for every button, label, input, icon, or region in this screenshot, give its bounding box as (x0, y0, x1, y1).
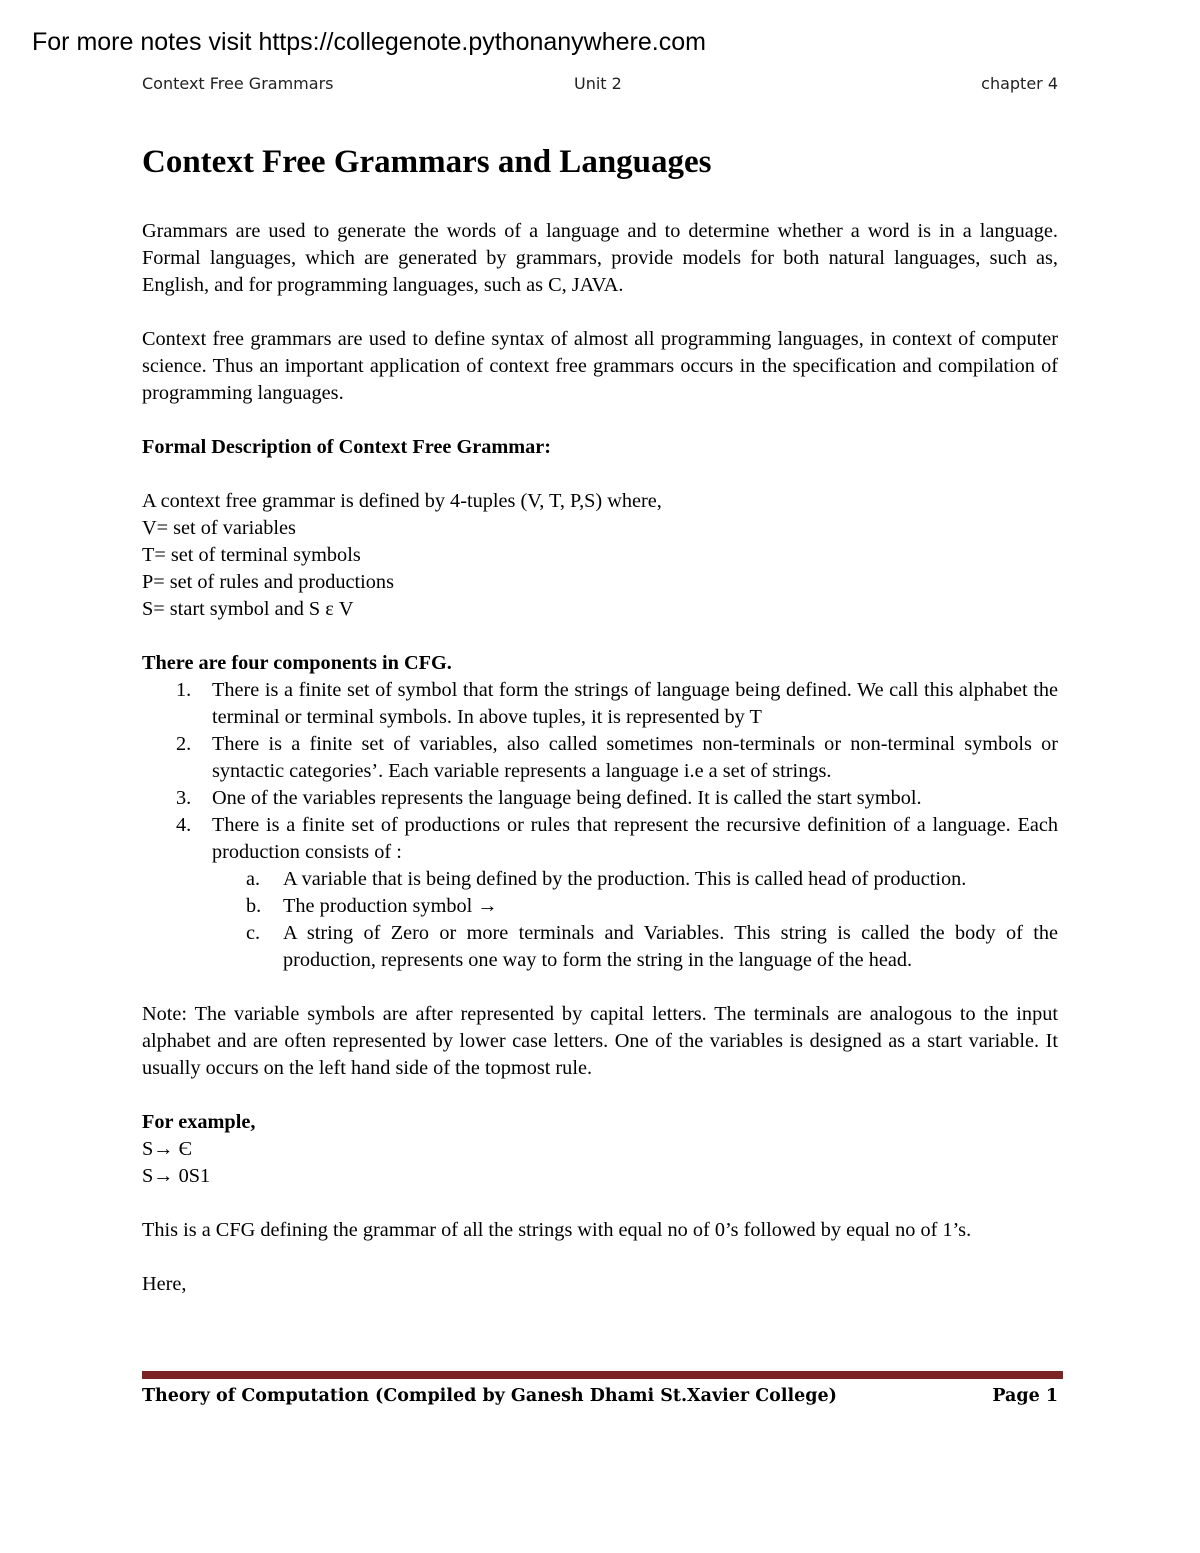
header-left: Context Free Grammars (142, 74, 334, 93)
production-parts-list (212, 866, 1058, 974)
intro-paragraph: Grammars are used to generate the words of a language and to determine whether a word is in a language. Formal languages, which are generated by grammars, provide models for both natural languages, such as, English, and for programming languages, such as C, JAVA. (142, 220, 1058, 296)
watermark-text: For more notes visit https://collegenote.pythonanywhere.com (32, 28, 706, 56)
formal-description-heading: Formal Description of Context Free Grammar: (142, 436, 552, 458)
sub-list-marker: b. (246, 895, 262, 917)
page-number: Page 1 (992, 1386, 1058, 1406)
list-item-text: There is a finite set of productions or rules that represent the recursive definition of a language. Each production consists of : (212, 814, 1058, 863)
header-center: Unit 2 (574, 74, 622, 93)
production-rule: S→ 0S1 (142, 1165, 211, 1187)
running-header (142, 74, 1058, 98)
components-heading: There are four components in CFG. (142, 652, 452, 674)
list-item (142, 812, 1058, 974)
production-rule: S→ Є (142, 1138, 193, 1160)
list-item-text: There is a finite set of variables, also called sometimes non-terminals or non-terminal symbols or syntactic categories’. Each variable represents a language i.e a set of strings. (212, 733, 1058, 782)
tuple-definition (142, 488, 1058, 623)
footer-credit: Theory of Computation (Compiled by Ganesh Dhami St.Xavier College) (142, 1386, 837, 1406)
sub-list-item-text: A string of Zero or more terminals and Variables. This string is called the body of the production, represents one way to form the string in the language of the head. (283, 922, 1058, 971)
here-text: Here, (142, 1273, 187, 1295)
page-content (142, 140, 1058, 1325)
sub-list-marker: c. (246, 922, 261, 944)
sub-list-item (212, 893, 1058, 920)
footer-divider (142, 1371, 1063, 1379)
list-marker: 4. (176, 814, 192, 836)
sub-list-item (212, 920, 1058, 974)
list-marker: 1. (176, 679, 192, 701)
sub-list-item (212, 866, 1058, 893)
explanation-paragraph: This is a CFG defining the grammar of all the strings with equal no of 0’s followed by equal no of 1’s. (142, 1219, 972, 1241)
example-heading: For example, (142, 1111, 256, 1133)
list-item (142, 731, 1058, 785)
page-title: Context Free Grammars and Languages (142, 144, 712, 180)
tuple-line: S= start symbol and S ε V (142, 598, 354, 620)
sub-list-item-text: A variable that is being defined by the production. This is called head of production. (283, 868, 967, 890)
list-item-text: There is a finite set of symbol that form the strings of language being defined. We call this alphabet the terminal or terminal symbols. In above tuples, it is represented by T (212, 679, 1058, 728)
header-right: chapter 4 (981, 74, 1058, 93)
list-marker: 3. (176, 787, 192, 809)
tuple-line: A context free grammar is defined by 4-tuples (V, T, P,S) where, (142, 490, 662, 512)
page-footer (142, 1386, 1058, 1412)
tuple-line: V= set of variables (142, 517, 296, 539)
note-paragraph: Note: The variable symbols are after represented by capital letters. The terminals are analogous to the input alphabet and are often represented by lower case letters. One of the variables is designed as a start variable. It usually occurs on the left hand side of the topmost rule. (142, 1003, 1058, 1079)
example-rules (142, 1136, 1058, 1190)
list-item (142, 677, 1058, 731)
list-item (142, 785, 1058, 812)
components-list (142, 677, 1058, 974)
list-marker: 2. (176, 733, 192, 755)
tuple-line: P= set of rules and productions (142, 571, 394, 593)
list-item-text: One of the variables represents the language being defined. It is called the start symbol. (212, 787, 922, 809)
tuple-line: T= set of terminal symbols (142, 544, 361, 566)
usage-paragraph: Context free grammars are used to define syntax of almost all programming languages, in context of computer science. Thus an important application of context free grammars occurs in the specification and compilation of programming languages. (142, 328, 1058, 404)
sub-list-item-text: The production symbol → (283, 895, 498, 917)
sub-list-marker: a. (246, 868, 261, 890)
